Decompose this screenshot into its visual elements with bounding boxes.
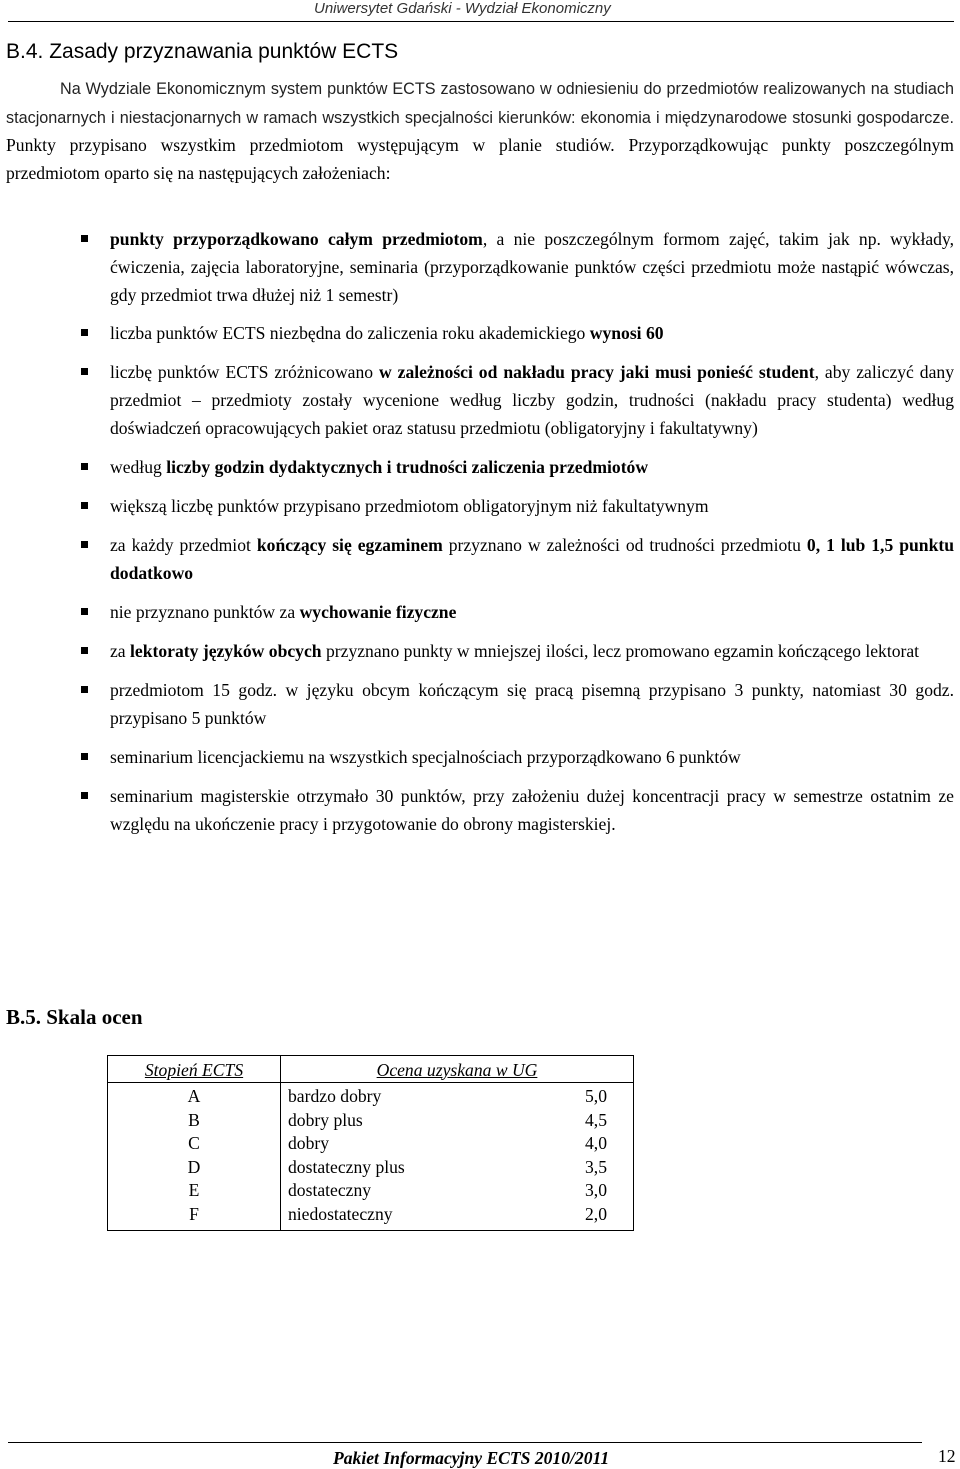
criterion-text: seminarium magisterskie otrzymało 30 punktów, przy założeniu dużej koncentracji pracy w semestrze ostatnim ze względu na ukończenie pracy i przygotowanie do obrony magisterskiej.: [110, 786, 954, 834]
criterion-text: przyznano punkty w mniejszej ilości, lecz promowano egzamin kończącego lektorat: [321, 641, 920, 661]
criteria-list: [6, 225, 954, 849]
square-bullet-icon: [81, 541, 88, 548]
ects-grade-cell: A: [108, 1083, 281, 1109]
square-bullet-icon: [81, 463, 88, 470]
criterion-text: większą liczbę punktów przypisano przedmiotom obligatoryjnym niż fakultatywnym: [110, 496, 709, 516]
criterion-text: za każdy przedmiot: [110, 535, 257, 555]
grade-description-cell: dobry: [281, 1132, 508, 1156]
criterion-text: według: [110, 457, 167, 477]
intro-paragraph: [6, 75, 954, 187]
criterion-text: przedmiotom 15 godz. w języku obcym kończącym się pracą pisemną przypisano 3 punkty, natomiast 30 godz. przypisano 5 punktów: [110, 680, 954, 728]
criterion-bold: lektoraty języków obcych: [130, 641, 322, 661]
criterion-bold: wychowanie fizyczne: [299, 602, 457, 622]
footer-title: Pakiet Informacyjny ECTS 2010/2011: [333, 1448, 610, 1468]
table-row: [108, 1203, 634, 1231]
section-title-b4: B.4. Zasady przyznawania punktów ECTS: [6, 40, 399, 63]
grade-value-cell: 3,5: [507, 1156, 634, 1180]
grade-description-cell: bardzo dobry: [281, 1083, 508, 1109]
square-bullet-icon: [81, 792, 88, 799]
square-bullet-icon: [81, 235, 88, 242]
list-item: [6, 492, 954, 520]
header-rule: [8, 21, 954, 22]
grade-description-cell: dostateczny plus: [281, 1156, 508, 1180]
ects-grade-cell: F: [108, 1203, 281, 1231]
criterion-text: , aby zaliczyć dany przedmiot – przedmioty zostały wycenione według liczby godzin, trudności (nakładu pracy studenta) według doświadczeń opracowujących pakiet oraz statusu przedmiotu (obligatoryjny i fakultatywny): [110, 362, 954, 438]
criterion-text: , a nie poszczególnym formom zajęć, takim jak np. wykłady, ćwiczenia, zajęcia laboratoryjne, seminaria (przyporządkowanie punktów części przedmiotu może nastąpić wówczas, gdy przedmiot trwa dłużej niż 1 semestr): [110, 229, 954, 305]
grade-value-cell: 4,5: [507, 1109, 634, 1133]
grade-value-cell: 4,0: [507, 1132, 634, 1156]
ects-grade-cell: C: [108, 1132, 281, 1156]
table-header-row: [108, 1056, 634, 1083]
square-bullet-icon: [81, 502, 88, 509]
square-bullet-icon: [81, 686, 88, 693]
criterion-text: za: [110, 641, 131, 661]
header-ects-grade: Stopień ECTS: [108, 1056, 281, 1083]
grade-scale-table: [107, 1055, 634, 1231]
criterion-text: nie przyznano punktów za: [110, 602, 300, 622]
grade-value-cell: 3,0: [507, 1179, 634, 1203]
grade-description-cell: niedostateczny: [281, 1203, 508, 1231]
list-item: [6, 598, 954, 626]
ects-grade-cell: E: [108, 1179, 281, 1203]
grade-description-cell: dostateczny: [281, 1179, 508, 1203]
table-row: [108, 1179, 634, 1203]
criterion-bold: 0, 1 lub 1,5 punktu dodatkowo: [110, 535, 955, 583]
grade-value-cell: 5,0: [507, 1083, 634, 1109]
criterion-text: przyznano w zależności od trudności przedmiotu: [442, 535, 807, 555]
list-item: [6, 782, 954, 838]
square-bullet-icon: [81, 753, 88, 760]
ects-grade-cell: B: [108, 1109, 281, 1133]
criterion-bold: wynosi 60: [589, 323, 664, 343]
square-bullet-icon: [81, 647, 88, 654]
running-head: Uniwersytet Gdański - Wydział Ekonomiczny: [314, 0, 611, 17]
grade-value-cell: 2,0: [507, 1203, 634, 1231]
table-row: [108, 1083, 634, 1109]
square-bullet-icon: [81, 608, 88, 615]
list-item: [6, 453, 954, 481]
square-bullet-icon: [81, 329, 88, 336]
criterion-bold: punkty przyporządkowano całym przedmiotom: [110, 229, 483, 249]
intro-sentence-1: Na Wydziale Ekonomicznym system punktów ECTS zastosowano w odniesieniu do przedmiotów realizowanych na studiach stacjonarnych i niestacjonarnych w ramach wszystkich specjalności kierunków: ekonomia i międzynarodowe stosunki gospodarcze.: [6, 80, 954, 127]
criterion-text: seminarium licencjackiemu na wszystkich specjalnościach przyporządkowano 6 punktów: [110, 747, 741, 767]
list-item: [6, 531, 954, 587]
ects-grade-cell: D: [108, 1156, 281, 1180]
table-row: [108, 1109, 634, 1133]
criterion-text: liczba punktów ECTS niezbędna do zaliczenia roku akademickiego: [110, 323, 590, 343]
section-title-b5: B.5. Skala ocen: [6, 1005, 143, 1029]
header-ug-grade: Ocena uzyskana w UG: [281, 1056, 634, 1083]
list-item: [6, 358, 954, 442]
list-item: [6, 637, 954, 665]
page-number: 12: [938, 1446, 956, 1466]
table-row: [108, 1156, 634, 1180]
square-bullet-icon: [81, 368, 88, 375]
criterion-bold: w zależności od nakładu pracy jaki musi ponieść student: [379, 362, 815, 382]
list-item: [6, 319, 954, 347]
footer-rule: [8, 1442, 922, 1443]
criterion-text: liczbę punktów ECTS zróżnicowano: [110, 362, 379, 382]
grade-description-cell: dobry plus: [281, 1109, 508, 1133]
list-item: [6, 676, 954, 732]
intro-sentence-2: Punkty przypisano wszystkim przedmiotom występującym w planie studiów. Przyporządkowując punkty poszczególnym przedmiotom oparto się na następujących założeniach:: [6, 135, 954, 183]
criterion-bold: liczby godzin dydaktycznych i trudności zaliczenia przedmiotów: [166, 457, 649, 477]
list-item: [6, 743, 954, 771]
criterion-bold: kończący się egzaminem: [256, 535, 443, 555]
list-item: [6, 225, 954, 309]
table-row: [108, 1132, 634, 1156]
